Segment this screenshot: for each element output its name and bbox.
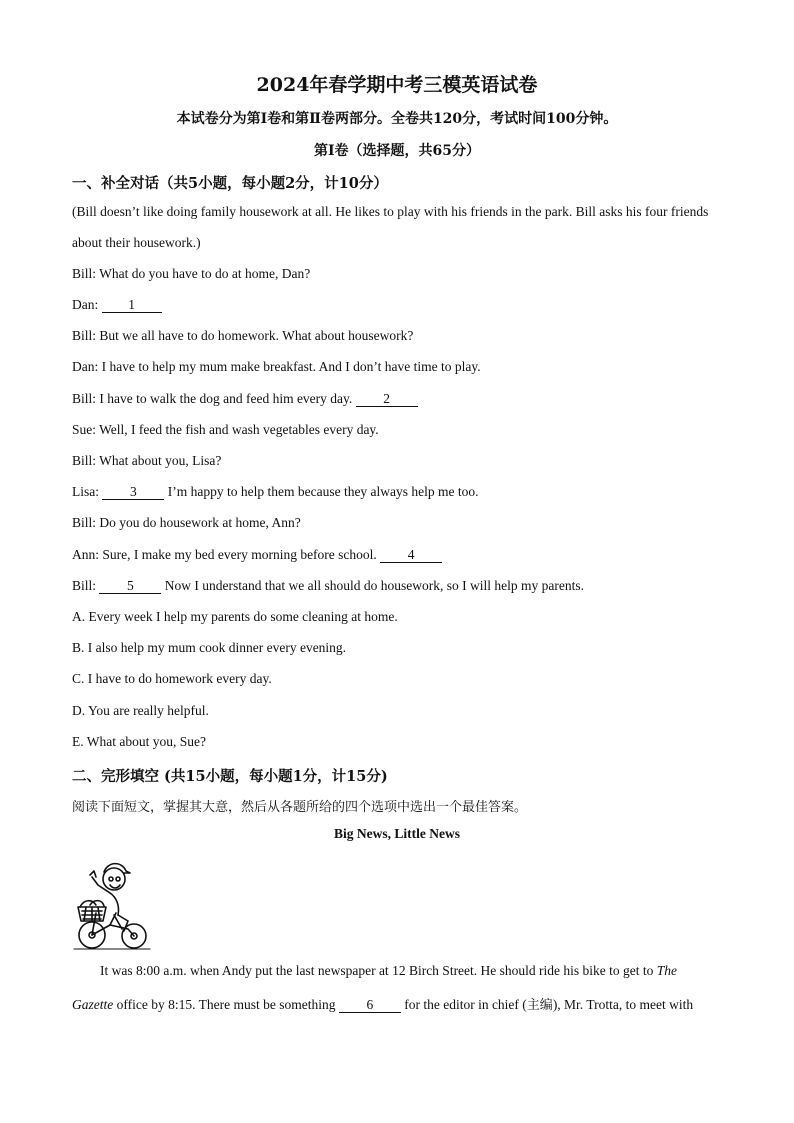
dialogue-line bbox=[72, 484, 732, 500]
story-paragraph-line-1 bbox=[72, 963, 722, 979]
exam-intro: 本试卷分为第Ⅰ卷和第Ⅱ卷两部分。全卷共120分，考试时间100分钟。 bbox=[176, 111, 618, 127]
section1-heading: 一、补全对话（共5小题，每小题2分，计10分） bbox=[72, 175, 388, 192]
dialogue-text: Bill: bbox=[72, 578, 100, 593]
dialogue-text: Dan: I have to help my mum make breakfast. And I don’t have time to play. bbox=[72, 359, 481, 374]
section2-instruction: 阅读下面短文，掌握其大意，然后从各题所给的四个选项中选出一个最佳答案。 bbox=[72, 800, 528, 815]
dialogue-text: Bill: I have to walk the dog and feed him every day. bbox=[72, 391, 356, 406]
dialogue-line bbox=[72, 578, 732, 594]
story-text-italic: The bbox=[656, 963, 678, 978]
story-text: It was 8:00 a.m. when Andy put the last newspaper at 12 Birch Street. He should ride his bike to get to bbox=[100, 963, 657, 978]
dialogue-line bbox=[72, 266, 732, 282]
dialogue-text: I’m happy to help them because they always help me too. bbox=[164, 484, 479, 499]
answer-blank-2[interactable]: 2 bbox=[356, 392, 418, 407]
story-paragraph-line-2 bbox=[72, 994, 722, 1013]
dialogue-text: Bill: What do you have to do at home, Dan? bbox=[72, 266, 311, 281]
exam-title: 2024年春学期中考三模英语试卷 bbox=[256, 74, 538, 96]
option-c: C. I have to do homework every day. bbox=[72, 671, 272, 686]
dialogue-text: Ann: Sure, I make my bed every morning before school. bbox=[72, 547, 381, 562]
dialogue-line bbox=[72, 359, 732, 375]
dialogue-line bbox=[72, 515, 732, 531]
story-text-italic: Gazette bbox=[72, 997, 114, 1012]
dialogue-line bbox=[72, 297, 732, 313]
dialogue-line bbox=[72, 453, 732, 469]
dialogue-text: Bill: What about you, Lisa? bbox=[72, 453, 222, 468]
context-line-2: about their housework.) bbox=[72, 235, 201, 250]
context-line-1: (Bill doesn’t like doing family housework at all. He likes to play with his friends in the park. Bill asks his four friends bbox=[72, 204, 709, 219]
story-text-chinese: 主编 bbox=[526, 998, 553, 1013]
boy-on-bicycle-illustration bbox=[70, 855, 152, 951]
dialogue-line bbox=[72, 328, 732, 344]
dialogue-text: Now I understand that we all should do housework, so I will help my parents. bbox=[161, 578, 584, 593]
dialogue-text: Sue: Well, I feed the fish and wash vegetables every day. bbox=[72, 422, 379, 437]
option-e: E. What about you, Sue? bbox=[72, 734, 206, 749]
answer-blank-6[interactable]: 6 bbox=[339, 998, 401, 1013]
dialogue-line bbox=[72, 422, 732, 438]
answer-blank-5[interactable]: 5 bbox=[99, 579, 161, 594]
story-text: ), Mr. Trotta, to meet with bbox=[552, 997, 694, 1012]
story-title: Big News, Little News bbox=[334, 826, 460, 841]
answer-blank-4[interactable]: 4 bbox=[380, 548, 442, 563]
option-d: D. You are really helpful. bbox=[72, 703, 209, 718]
part1-heading: 第Ⅰ卷（选择题，共65分） bbox=[313, 143, 481, 159]
dialogue-text: Bill: Do you do housework at home, Ann? bbox=[72, 515, 301, 530]
option-b: B. I also help my mum cook dinner every evening. bbox=[72, 640, 347, 655]
dialogue-text: Bill: But we all have to do homework. What about housework? bbox=[72, 328, 414, 343]
dialogue-text: Lisa: bbox=[72, 484, 103, 499]
story-text: office by 8:15. There must be something bbox=[113, 997, 339, 1012]
section2-heading: 二、完形填空 (共15小题，每小题1分，计15分) bbox=[72, 768, 388, 785]
story-text: for the editor in chief ( bbox=[400, 997, 527, 1012]
answer-blank-3[interactable]: 3 bbox=[102, 485, 164, 500]
option-a: A. Every week I help my parents do some cleaning at home. bbox=[72, 609, 398, 624]
answer-blank-1[interactable]: 1 bbox=[102, 298, 162, 313]
dialogue-text: Dan: bbox=[72, 297, 102, 312]
dialogue-line bbox=[72, 547, 732, 563]
dialogue-line bbox=[72, 391, 732, 407]
